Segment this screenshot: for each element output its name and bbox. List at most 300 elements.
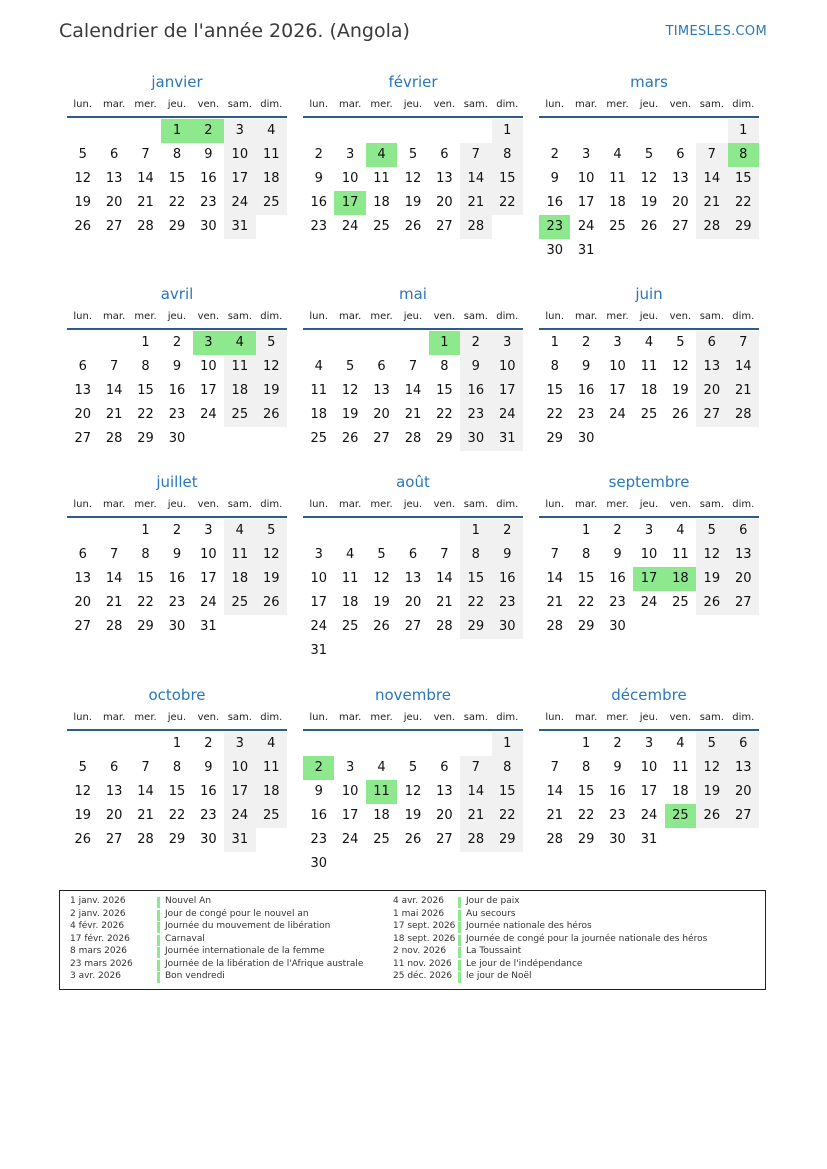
header-rule: [303, 116, 523, 118]
weekday-label: jeu.: [403, 499, 423, 510]
empty-cell: [539, 519, 570, 543]
month-0: [67, 70, 287, 239]
day-cell: 10: [341, 784, 359, 799]
day-cell: 6: [408, 547, 418, 562]
day-cell: 18: [373, 808, 390, 823]
weekday-label: mar.: [339, 499, 362, 510]
day-cell: 7: [141, 760, 150, 775]
day-cell: 7: [550, 547, 559, 562]
empty-cell: [334, 331, 365, 355]
day-cell: 3: [644, 523, 654, 538]
day-cell: 25: [640, 407, 658, 422]
day-cell: 15: [137, 383, 154, 398]
empty-cell: [98, 331, 129, 355]
day-cell: 31: [224, 215, 255, 239]
weekday-label: sam.: [463, 99, 488, 110]
day-cell: 1: [161, 119, 192, 143]
empty-cell: [539, 732, 570, 756]
day-cell: 19: [256, 379, 287, 403]
weekday-label: dim.: [496, 499, 519, 510]
weekday-label: mer.: [134, 99, 157, 110]
day-cell: 1: [172, 736, 182, 751]
day-cell: 12: [672, 359, 689, 374]
day-cell: 17: [310, 595, 327, 610]
weekday-label: dim.: [260, 311, 283, 322]
day-cell: 20: [728, 780, 759, 804]
weekday-label: mer.: [370, 499, 393, 510]
day-cell: 26: [256, 403, 287, 427]
day-cell: 9: [314, 171, 323, 186]
week-row: [67, 191, 287, 215]
day-cell: 26: [404, 219, 422, 234]
empty-cell: [696, 615, 727, 639]
day-cell: 15: [436, 383, 453, 398]
weekday-label: lun.: [73, 712, 93, 723]
weekday-label: sam.: [463, 712, 488, 723]
day-cell: 23: [609, 595, 626, 610]
day-cell: 13: [696, 355, 727, 379]
day-cell: 9: [172, 547, 182, 562]
day-grid: [67, 331, 287, 451]
month-name: novembre: [375, 686, 451, 704]
weekday-label: dim.: [260, 712, 283, 723]
weekday-label: sam.: [227, 499, 252, 510]
weekday-label: mer.: [370, 99, 393, 110]
day-cell: 1: [492, 732, 523, 756]
legend-date: 4 févr. 2026: [70, 921, 125, 931]
day-grid: [67, 732, 287, 852]
week-row: [303, 143, 523, 167]
day-cell: 22: [577, 595, 595, 610]
day-cell: 10: [200, 547, 217, 562]
day-cell: 10: [640, 760, 658, 775]
month-name: octobre: [148, 686, 206, 704]
weekday-label: sam.: [227, 712, 252, 723]
weekday-label: mar.: [103, 712, 126, 723]
weekday-label: mer.: [370, 712, 393, 723]
day-cell: 4: [613, 147, 622, 162]
day-cell: 18: [665, 567, 696, 591]
day-cell: 29: [728, 215, 759, 239]
day-cell: 5: [696, 519, 727, 543]
empty-cell: [460, 639, 491, 663]
brand-logo-text[interactable]: TIMESLES.COM: [665, 24, 767, 39]
month-1: [303, 70, 523, 239]
week-row: [539, 591, 759, 615]
empty-cell: [334, 119, 365, 143]
weekday-label: mar.: [103, 311, 126, 322]
weekday-label: dim.: [260, 99, 283, 110]
weekday-label: mar.: [339, 311, 362, 322]
day-cell: 2: [303, 756, 334, 780]
day-cell: 26: [404, 832, 422, 847]
day-cell: 4: [345, 547, 355, 562]
weekday-label: lun.: [545, 712, 565, 723]
day-cell: 17: [341, 808, 359, 823]
day-cell: 19: [74, 808, 91, 823]
day-cell: 24: [341, 219, 359, 234]
month-5: [539, 282, 759, 451]
weekday-label: jeu.: [167, 499, 187, 510]
weekday-header: [539, 494, 759, 516]
week-row: [539, 239, 759, 263]
empty-cell: [98, 732, 129, 756]
legend-marker: [458, 960, 461, 971]
weekday-label: lun.: [73, 499, 93, 510]
day-cell: 8: [440, 359, 449, 374]
day-cell: 2: [460, 331, 491, 355]
week-row: [303, 828, 523, 852]
weekday-label: sam.: [699, 712, 724, 723]
day-cell: 14: [728, 355, 759, 379]
empty-cell: [130, 732, 161, 756]
empty-cell: [67, 119, 98, 143]
weekday-label: mar.: [339, 99, 362, 110]
day-cell: 1: [141, 335, 150, 350]
empty-cell: [397, 852, 428, 876]
day-cell: 24: [200, 595, 217, 610]
day-cell: 27: [373, 431, 390, 446]
weekday-label: dim.: [732, 99, 755, 110]
weekday-label: jeu.: [403, 712, 423, 723]
legend-date: 4 avr. 2026: [393, 896, 444, 906]
day-cell: 16: [546, 195, 563, 210]
week-row: [67, 804, 287, 828]
day-cell: 27: [436, 832, 453, 847]
weekday-label: sam.: [463, 499, 488, 510]
weekday-label: lun.: [309, 712, 329, 723]
day-cell: 30: [200, 832, 217, 847]
day-cell: 6: [109, 760, 119, 775]
day-cell: 20: [672, 195, 689, 210]
month-name: avril: [160, 285, 194, 303]
day-cell: 16: [609, 784, 626, 799]
day-cell: 23: [310, 832, 327, 847]
weekday-label: lun.: [73, 311, 93, 322]
week-row: [303, 543, 523, 567]
day-cell: 6: [377, 359, 386, 374]
empty-cell: [397, 519, 428, 543]
day-cell: 11: [373, 171, 390, 186]
empty-cell: [633, 615, 664, 639]
month-2: [539, 70, 759, 263]
day-cell: 13: [373, 383, 390, 398]
weekday-label: jeu.: [167, 99, 187, 110]
day-cell: 3: [345, 760, 355, 775]
week-row: [303, 519, 523, 543]
day-cell: 3: [204, 523, 213, 538]
weekday-label: mer.: [134, 499, 157, 510]
week-row: [67, 167, 287, 191]
header-rule: [67, 328, 287, 330]
month-name: janvier: [151, 73, 203, 91]
weekday-label: sam.: [699, 311, 724, 322]
day-cell: 16: [492, 567, 523, 591]
weekday-label: sam.: [699, 99, 724, 110]
empty-cell: [366, 852, 397, 876]
day-cell: 24: [310, 619, 327, 634]
legend-holiday-name: le jour de Noël: [466, 971, 532, 981]
week-row: [67, 543, 287, 567]
legend-marker: [458, 897, 461, 908]
day-cell: 8: [460, 543, 491, 567]
day-cell: 3: [345, 147, 355, 162]
weekday-label: sam.: [463, 311, 488, 322]
day-cell: 22: [460, 591, 491, 615]
day-cell: 25: [224, 403, 255, 427]
legend-marker: [458, 910, 461, 921]
day-cell: 7: [109, 547, 119, 562]
day-cell: 28: [105, 431, 123, 446]
empty-cell: [696, 427, 727, 451]
day-cell: 24: [609, 407, 626, 422]
day-cell: 15: [492, 780, 523, 804]
weekday-label: mer.: [134, 712, 157, 723]
weekday-label: ven.: [197, 712, 220, 723]
day-cell: 26: [74, 219, 91, 234]
header-rule: [539, 516, 759, 518]
day-cell: 20: [436, 808, 453, 823]
weekday-header: [539, 306, 759, 328]
day-cell: 12: [74, 171, 91, 186]
day-cell: 29: [546, 431, 563, 446]
day-cell: 2: [581, 335, 591, 350]
day-cell: 31: [224, 828, 255, 852]
empty-cell: [303, 519, 334, 543]
day-cell: 6: [109, 147, 119, 162]
empty-cell: [334, 519, 365, 543]
day-cell: 25: [341, 619, 359, 634]
day-cell: 2: [550, 147, 559, 162]
weekday-header: [303, 94, 523, 116]
day-cell: 11: [341, 571, 359, 586]
day-cell: 16: [168, 383, 186, 398]
day-cell: 10: [609, 359, 626, 374]
legend-marker: [157, 972, 160, 983]
empty-cell: [256, 615, 287, 639]
day-cell: 13: [74, 383, 91, 398]
day-grid: [303, 119, 523, 239]
day-cell: 11: [224, 543, 255, 567]
day-cell: 2: [172, 523, 182, 538]
day-cell: 11: [310, 383, 327, 398]
day-cell: 15: [492, 167, 523, 191]
day-grid: [303, 732, 523, 876]
week-row: [303, 427, 523, 451]
day-grid: [303, 331, 523, 451]
weekday-label: sam.: [227, 99, 252, 110]
day-cell: 21: [404, 407, 422, 422]
day-cell: 1: [492, 119, 523, 143]
week-row: [303, 852, 523, 876]
month-name: décembre: [611, 686, 687, 704]
empty-cell: [633, 239, 664, 263]
day-cell: 23: [492, 591, 523, 615]
day-cell: 14: [460, 780, 491, 804]
legend-date: 1 mai 2026: [393, 908, 445, 919]
week-row: [539, 167, 759, 191]
weekday-label: jeu.: [403, 311, 423, 322]
week-row: [539, 331, 759, 355]
day-cell: 2: [204, 736, 213, 751]
day-cell: 25: [256, 804, 287, 828]
day-cell: 18: [256, 167, 287, 191]
legend-date: 2 janv. 2026: [70, 908, 126, 919]
day-cell: 28: [460, 215, 491, 239]
week-row: [67, 427, 287, 451]
day-cell: 31: [200, 619, 217, 634]
day-cell: 8: [172, 147, 182, 162]
empty-cell: [130, 119, 161, 143]
day-cell: 18: [672, 784, 689, 799]
day-cell: 21: [460, 191, 491, 215]
day-cell: 22: [492, 804, 523, 828]
empty-cell: [67, 732, 98, 756]
empty-cell: [539, 119, 570, 143]
day-cell: 25: [373, 219, 390, 234]
day-cell: 23: [200, 195, 217, 210]
day-cell: 22: [168, 195, 186, 210]
day-cell: 22: [137, 595, 154, 610]
week-row: [67, 215, 287, 239]
weekday-label: dim.: [732, 311, 755, 322]
day-cell: 30: [168, 619, 186, 634]
legend-marker: [157, 897, 160, 908]
empty-cell: [728, 239, 759, 263]
header-rule: [67, 516, 287, 518]
day-cell: 11: [609, 171, 626, 186]
weekday-label: jeu.: [167, 712, 187, 723]
legend-holiday-name: Journée nationale des héros: [466, 921, 592, 931]
header-rule: [539, 328, 759, 330]
day-cell: 17: [200, 383, 217, 398]
legend-marker: [458, 972, 461, 983]
day-cell: 18: [224, 379, 255, 403]
legend-date: 8 mars 2026: [70, 946, 128, 956]
day-cell: 15: [460, 567, 491, 591]
empty-cell: [397, 331, 428, 355]
month-name: août: [396, 473, 430, 491]
empty-cell: [429, 639, 460, 663]
day-cell: 4: [644, 335, 654, 350]
legend-holiday-name: Nouvel An: [165, 896, 212, 906]
day-cell: 8: [550, 359, 559, 374]
weekday-label: dim.: [732, 712, 755, 723]
day-cell: 24: [224, 191, 255, 215]
week-row: [67, 591, 287, 615]
day-cell: 5: [377, 547, 386, 562]
weekday-label: mer.: [606, 99, 629, 110]
day-cell: 19: [672, 383, 689, 398]
day-cell: 4: [224, 331, 255, 355]
day-cell: 30: [609, 832, 626, 847]
weekday-label: ven.: [433, 499, 456, 510]
day-cell: 16: [200, 171, 217, 186]
day-cell: 25: [373, 832, 390, 847]
week-row: [303, 119, 523, 143]
empty-cell: [602, 239, 633, 263]
day-cell: 15: [546, 383, 563, 398]
weekday-label: lun.: [309, 499, 329, 510]
day-cell: 20: [105, 195, 123, 210]
week-row: [303, 732, 523, 756]
empty-cell: [633, 119, 664, 143]
day-cell: 6: [440, 760, 449, 775]
weekday-label: lun.: [545, 311, 565, 322]
day-cell: 27: [728, 804, 759, 828]
day-cell: 10: [200, 359, 217, 374]
empty-cell: [256, 828, 287, 852]
empty-cell: [665, 119, 696, 143]
week-row: [67, 732, 287, 756]
weekday-label: ven.: [197, 499, 220, 510]
day-cell: 12: [404, 784, 422, 799]
day-cell: 17: [640, 784, 658, 799]
week-row: [539, 143, 759, 167]
day-cell: 11: [640, 359, 658, 374]
day-cell: 27: [728, 591, 759, 615]
day-cell: 7: [460, 756, 491, 780]
day-cell: 20: [74, 595, 91, 610]
day-cell: 15: [577, 784, 595, 799]
empty-cell: [665, 828, 696, 852]
day-cell: 26: [640, 219, 658, 234]
weekday-header: [303, 306, 523, 328]
day-cell: 11: [256, 756, 287, 780]
day-cell: 23: [168, 595, 186, 610]
day-cell: 18: [640, 383, 658, 398]
weekday-label: lun.: [309, 311, 329, 322]
day-cell: 12: [256, 543, 287, 567]
day-cell: 29: [577, 619, 595, 634]
empty-cell: [429, 519, 460, 543]
week-row: [539, 828, 759, 852]
legend-marker: [458, 935, 461, 946]
day-cell: 9: [613, 760, 622, 775]
day-cell: 5: [345, 359, 355, 374]
empty-cell: [303, 331, 334, 355]
day-cell: 24: [224, 804, 255, 828]
empty-cell: [602, 119, 633, 143]
day-cell: 27: [672, 219, 689, 234]
header-rule: [303, 328, 523, 330]
day-cell: 25: [224, 591, 255, 615]
header-rule: [303, 729, 523, 731]
day-cell: 8: [172, 760, 182, 775]
week-row: [67, 119, 287, 143]
week-row: [303, 379, 523, 403]
day-cell: 22: [577, 808, 595, 823]
empty-cell: [429, 852, 460, 876]
weekday-header: [539, 707, 759, 729]
day-cell: 4: [256, 732, 287, 756]
day-cell: 27: [436, 219, 453, 234]
weekday-label: jeu.: [639, 499, 659, 510]
day-cell: 31: [640, 832, 658, 847]
empty-cell: [696, 828, 727, 852]
day-cell: 20: [696, 379, 727, 403]
empty-cell: [728, 427, 759, 451]
week-row: [303, 639, 523, 663]
day-cell: 23: [539, 215, 570, 239]
month-name: juillet: [156, 473, 198, 491]
empty-cell: [256, 215, 287, 239]
day-cell: 6: [78, 547, 87, 562]
day-cell: 13: [728, 756, 759, 780]
day-cell: 21: [105, 407, 123, 422]
day-cell: 28: [436, 619, 453, 634]
day-cell: 6: [440, 147, 449, 162]
